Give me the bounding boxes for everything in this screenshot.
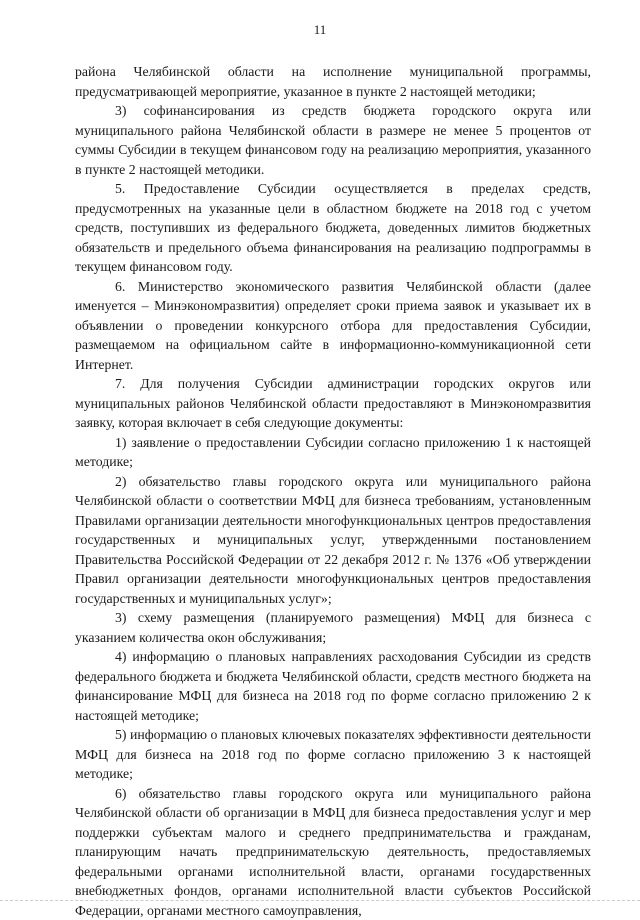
paragraph-item-3-cofinancing: 3) софинансирования из средств бюджета городского округа или муниципального района Челябинской области в размере не менее 5 процентов от суммы Субсидии в текущем финансовом году на реализацию мероприятия, указанного в пункте 2 настоящей методики. (75, 101, 591, 179)
list-item-1-statement: 1) заявление о предоставлении Субсидии согласно приложению 1 к настоящей методике; (75, 433, 591, 472)
list-item-5-kpi: 5) информацию о плановых ключевых показателях эффективности деятельности МФЦ для бизнеса на 2018 год по форме согласно приложению 3 к настоящей методике; (75, 725, 591, 784)
paragraph-6-ministry: 6. Министерство экономического развития Челябинской области (далее именуется – Минэкономразвития) определяет сроки приема заявок и указывает их в объявлении о проведении конкурсного отбора для предоставления Субсидии, размещаемом на официальном сайте в информационно-коммуникационной сети Интернет. (75, 277, 591, 375)
list-item-6-services-obligation: 6) обязательство главы городского округа или муниципального района Челябинской области об организации в МФЦ для бизнеса предоставления услуг и мер поддержки субъектам малого и среднего предпринимательства и гражданам, планирующим начать предпринимательскую деятельность, предоставляемых федеральными органами исполнительной власти, органами государственных внебюджетных фондов, органами исполнительной власти субъектов Российской Федерации, органами местного самоуправления, (75, 784, 591, 920)
page-number: 11 (0, 22, 640, 38)
document-body (75, 62, 591, 920)
paragraph-continuation: района Челябинской области на исполнение муниципальной программы, предусматривающей мероприятие, указанное в пункте 2 настоящей методики; (75, 62, 591, 101)
paragraph-7-application: 7. Для получения Субсидии администрации городских округов или муниципальных районов Челябинской области предоставляют в Минэкономразвития заявку, которая включает в себя следующие документы: (75, 374, 591, 433)
scan-edge-divider (0, 900, 640, 905)
paragraph-5-subsidy-limits: 5. Предоставление Субсидии осуществляется в пределах средств, предусмотренных на указанные цели в областном бюджете на 2018 год с учетом средств, поступивших из федерального бюджета, доведенных лимитов бюджетных обязательств и предельного объема финансирования на реализацию подпрограммы в текущем финансовом году. (75, 179, 591, 277)
list-item-2-obligation: 2) обязательство главы городского округа или муниципального района Челябинской области о соответствии МФЦ для бизнеса требованиям, установленным Правилами организации деятельности многофункциональных центров предоставления государственных и муниципальных услуг, утвержденными постановлением Правительства Российской Федерации от 22 декабря 2012 г. № 1376 «Об утверждении Правил организации деятельности многофункциональных центров предоставления государственных и муниципальных услуг»; (75, 472, 591, 609)
list-item-4-spending-plan: 4) информацию о плановых направлениях расходования Субсидии из средств федерального бюджета и бюджета Челябинской области, средств местного бюджета на финансирование МФЦ для бизнеса на 2018 год по форме согласно приложению 2 к настоящей методике; (75, 647, 591, 725)
list-item-3-placement-scheme: 3) схему размещения (планируемого размещения) МФЦ для бизнеса с указанием количества окон обслуживания; (75, 608, 591, 647)
